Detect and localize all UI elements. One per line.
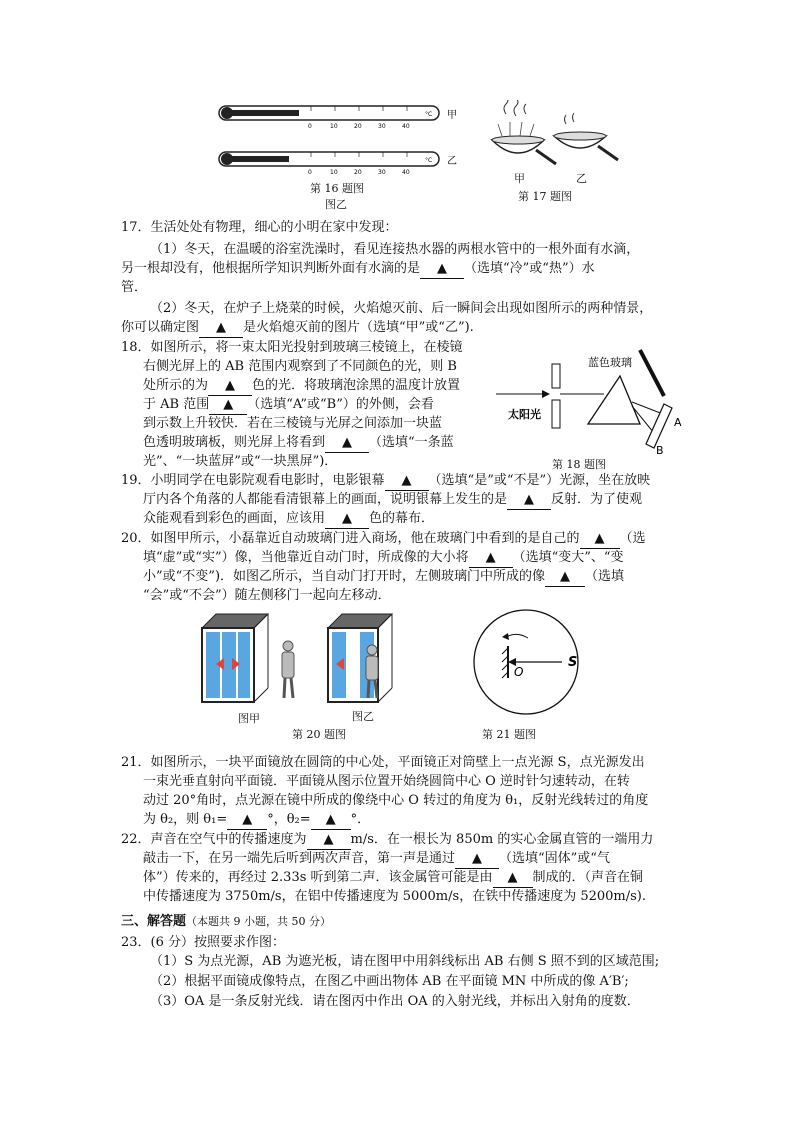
svg-text:10: 10 xyxy=(330,123,338,130)
fig17-caption: 第 17 题图 xyxy=(518,190,572,203)
q23-line2: （1）S 为点光源，AB 为遮光板，请在图甲中用斜线标出 AB 右侧 S 照不到的区域范围; xyxy=(150,954,660,969)
woks-diagram xyxy=(488,100,638,180)
q18-line6: 色透明玻璃板，则光屏上将看到 ▲ （选填“一条蓝 xyxy=(143,433,454,453)
svg-text:°C: °C xyxy=(425,157,433,164)
person-a xyxy=(282,641,294,698)
svg-text:°C: °C xyxy=(425,111,433,118)
q17-line2: （1）冬天，在温暖的浴室洗澡时，看见连接热水器的两根水管中的一根外面有水滴， xyxy=(150,242,640,257)
door-closed xyxy=(202,614,268,702)
q22-blank2[interactable]: ▲ xyxy=(455,849,499,869)
q19-line2: 厅内各个角落的人都能看清银幕上的画面，说明银幕上发生的是 ▲ 反射．为了使观 xyxy=(143,490,642,510)
q20-line1: 20．如图甲所示，小磊靠近自动玻璃门进入商场，他在玻璃门中看到的是自己的 ▲ （选 xyxy=(121,529,646,549)
q20-blank2[interactable]: ▲ xyxy=(469,548,513,568)
section3-heading: 三、解答题（本题共 9 小题，共 50 分） xyxy=(121,914,331,929)
fig20-label-a: 图甲 xyxy=(238,712,260,725)
figure-18 xyxy=(492,340,692,472)
fig16-subcaption: 图乙 xyxy=(325,198,347,211)
wok-left xyxy=(492,122,556,164)
q22-line3: 体”）传来的，再经过 2.33s 听到第二声．该金属管可能是由 ▲ 制成的．（声音在铜 xyxy=(143,868,643,888)
fig17-label-left: 甲 xyxy=(514,172,525,185)
fig20-caption: 第 20 题图 xyxy=(292,728,346,741)
q22-blank1[interactable]: ▲ xyxy=(307,830,351,850)
q17-line3: 另一根却没有，他根据所学知识判断外面有水滴的是 ▲ （选填“冷”或“热”）水 xyxy=(121,259,595,279)
q21-line2: 一束光垂直射向平面镜．平面镜从图示位置开始绕圆筒中心 O 逆时针匀速转动，在转 xyxy=(143,774,630,789)
q19-blank3[interactable]: ▲ xyxy=(325,509,369,529)
q20-blank3[interactable]: ▲ xyxy=(545,567,585,587)
q21-blank1[interactable]: ▲ xyxy=(227,810,267,830)
q18-line3: 处所示的为 ▲ 色的光．将玻璃泡涂黑的温度计放置 xyxy=(143,376,460,396)
q17-blank2[interactable]: ▲ xyxy=(199,318,243,338)
thermometers-diagram xyxy=(215,100,465,180)
svg-text:0: 0 xyxy=(308,169,312,176)
thermometer-top xyxy=(219,106,457,130)
q18-blank3[interactable]: ▲ xyxy=(325,433,369,453)
q18-blank2[interactable]: ▲ xyxy=(209,395,247,415)
q21-line1: 21．如图所示，一块平面镜放在圆筒的中心处，平面镜正对筒壁上一点光源 S，点光源发出 xyxy=(121,755,645,770)
q17-blank1[interactable]: ▲ xyxy=(420,259,464,279)
q20-line3: 小”或“不变”)．如图乙所示，当自动门打开时，左侧玻璃门中所成的像 ▲ （选填 xyxy=(143,567,624,587)
thermometer-bottom xyxy=(219,152,457,176)
q17-line4: 管． xyxy=(121,280,148,295)
svg-text:O: O xyxy=(514,665,524,679)
q19-blank1[interactable]: ▲ xyxy=(385,471,429,491)
q17-line6: 你可以确定图 ▲ 是火焰熄灭前的图片（选填“甲”或“乙”). xyxy=(121,318,474,338)
fig17-label-right: 乙 xyxy=(576,172,587,185)
q19-blank2[interactable]: ▲ xyxy=(507,490,551,510)
q21-blank2[interactable]: ▲ xyxy=(311,810,351,830)
svg-text:20: 20 xyxy=(354,123,362,130)
fig20-label-b: 图乙 xyxy=(352,710,374,723)
q20-line2: 填“虚”或“实”）像，当他靠近自动门时，所成像的大小将 ▲ （选填“变大”、“变 xyxy=(143,548,624,568)
q19-line1: 19．小明同学在电影院观看电影时，电影银幕 ▲ （选填“是”或“不是”）光源，坐在放映 xyxy=(121,471,650,491)
cylinder-mirror-diagram xyxy=(456,606,606,724)
svg-text:40: 40 xyxy=(402,169,410,176)
q22-blank3[interactable]: ▲ xyxy=(493,868,533,888)
q23-line4: （3）OA 是一条反射光线．请在图丙中作出 OA 的入射光线，并标出入射角的度数． xyxy=(150,994,640,1009)
q22-line4: 中传播速度为 3750m/s，在铝中传播速度为 5000m/s，在铁中传播速度为 5200m/s). xyxy=(143,889,646,904)
svg-text:S: S xyxy=(568,655,578,670)
q20-line4: “会”或“不会”）随左侧移门一起向左移动． xyxy=(143,588,391,603)
svg-text:10: 10 xyxy=(330,169,338,176)
fig18-caption: 第 18 题图 xyxy=(552,458,606,471)
svg-text:蓝色玻璃: 蓝色玻璃 xyxy=(588,356,632,369)
figure-17 xyxy=(488,100,638,208)
q22-line2: 敲击一下，在另一端先后听到两次声音，第一声是通过 ▲ （选填“固体”或“气 xyxy=(143,849,610,869)
q20-blank1[interactable]: ▲ xyxy=(580,529,620,549)
svg-text:甲: 甲 xyxy=(447,110,457,121)
svg-text:0: 0 xyxy=(308,123,312,130)
prism-diagram xyxy=(492,340,692,458)
q23-line1: 23．(6 分）按照要求作图： xyxy=(121,935,286,950)
q18-line1: 18．如图所示，将一束太阳光投射到玻璃三棱镜上，在棱镜 xyxy=(121,340,463,355)
svg-text:30: 30 xyxy=(378,169,386,176)
q17-line5: （2）冬天，在炉子上烧菜的时候，火焰熄灭前、后一瞬间会出现如图所示的两种情景， xyxy=(150,301,653,316)
fig21-caption: 第 21 题图 xyxy=(482,728,536,741)
q19-line3: 众能观看到彩色的画面，应该用 ▲ 色的幕布． xyxy=(143,509,434,529)
q18-line4: 于 AB 范围 ▲ （选填“A”或“B”）的外侧，会看 xyxy=(143,395,434,415)
q18-line5: 到示数上升较快．若在三棱镜与光屏之间添加一块蓝 xyxy=(143,416,443,431)
door-open xyxy=(328,614,392,702)
figure-16 xyxy=(215,100,465,210)
svg-text:太阳光: 太阳光 xyxy=(508,408,541,421)
q21-line3: 动过 20°角时，点光源在镜中所成的像绕中心 O 转过的角度为 θ₁，反射光线转过的角度 xyxy=(143,793,649,808)
svg-text:A: A xyxy=(674,416,682,429)
q18-line7: 光”、“一块蓝屏”或“一块黑屏”)． xyxy=(143,454,338,469)
fig16-caption: 第 16 题图 xyxy=(310,182,364,195)
automatic-doors-diagram xyxy=(196,606,426,714)
q17-line1: 17．生活处处有物理，细心的小明在家中发现： xyxy=(121,220,398,235)
svg-text:30: 30 xyxy=(378,123,386,130)
q21-line4: 为 θ₂，则 θ₁= ▲ °，θ₂= ▲ °． xyxy=(143,810,370,830)
wok-right xyxy=(554,132,618,160)
figure-21 xyxy=(456,606,606,741)
svg-text:40: 40 xyxy=(402,123,410,130)
figure-20 xyxy=(196,606,426,741)
svg-text:B: B xyxy=(656,444,664,457)
svg-text:20: 20 xyxy=(354,169,362,176)
svg-text:乙: 乙 xyxy=(447,156,457,167)
q23-line3: （2）根据平面镜成像特点，在图乙中画出物体 AB 在平面镜 MN 中所成的像 A′B′; xyxy=(150,974,629,989)
q18-blank1[interactable]: ▲ xyxy=(208,376,252,396)
q22-line1: 22．声音在空气中的传播速度为 ▲ m/s．在一根长为 850m 的实心金属直管的一端用力 xyxy=(121,830,653,850)
q18-line2: 右侧光屏上的 AB 范围内观察到了不同颜色的光，则 B xyxy=(143,359,457,374)
